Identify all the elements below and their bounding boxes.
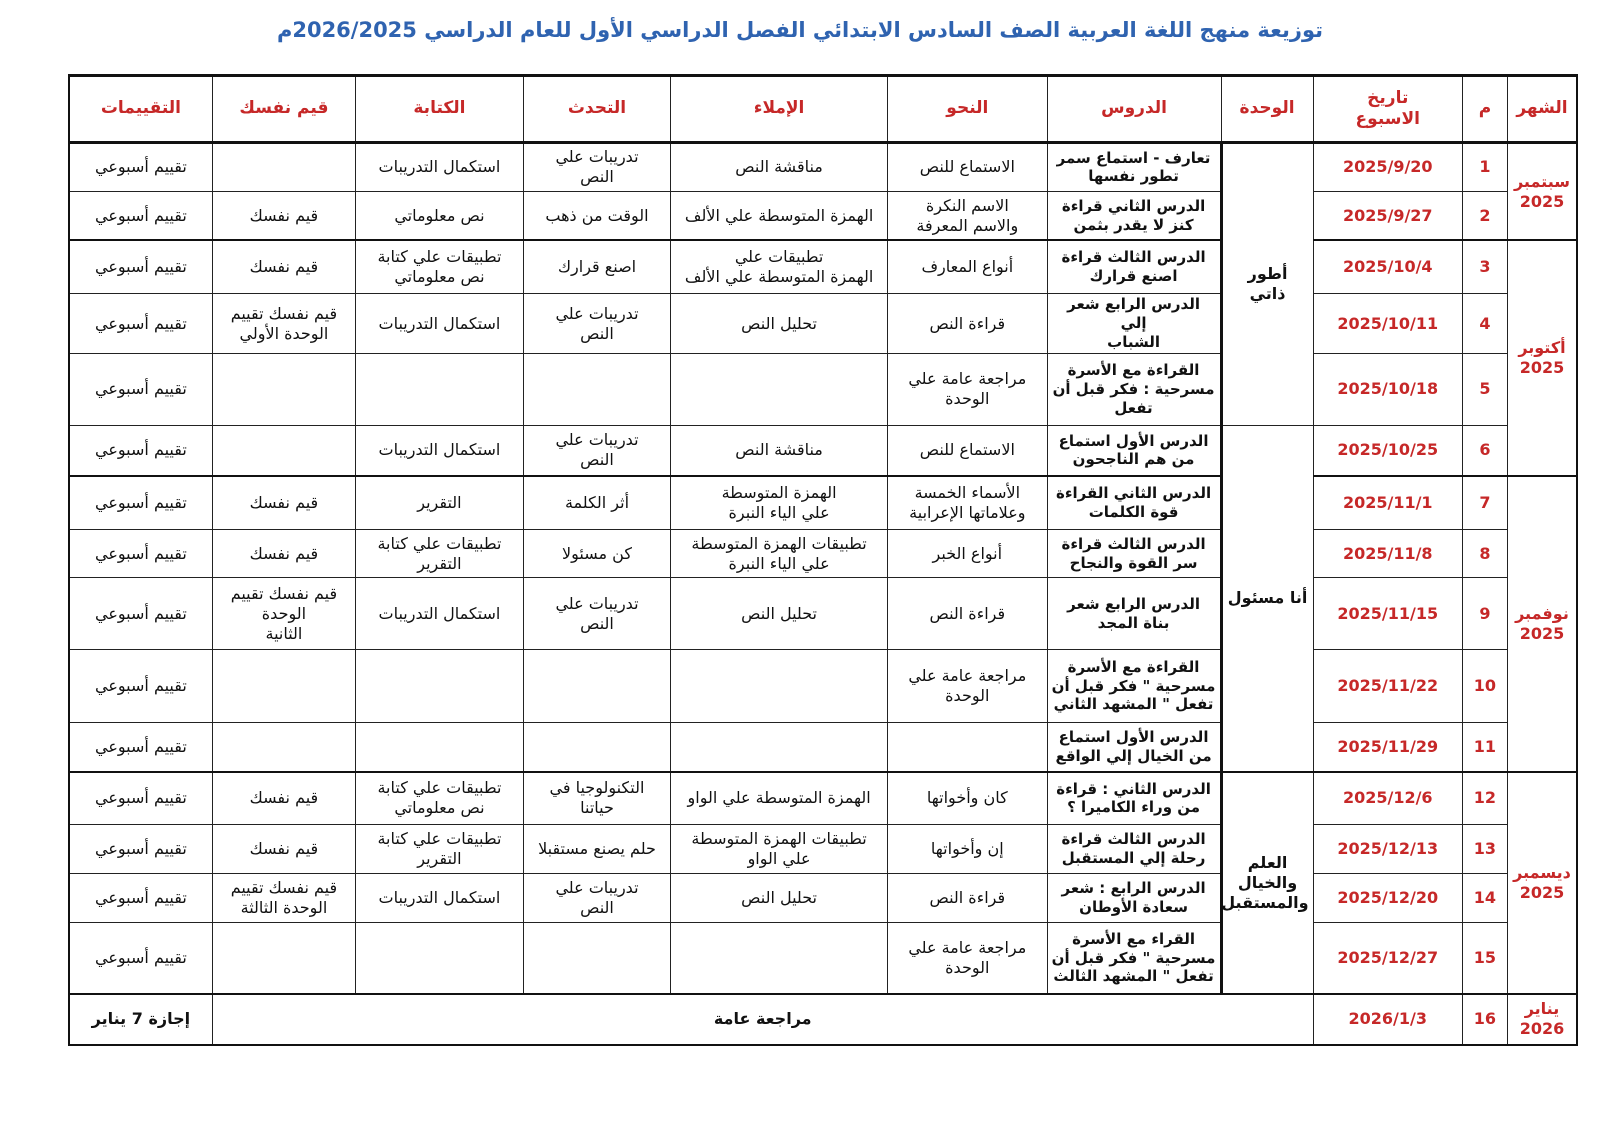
grammar-cell — [888, 723, 1048, 772]
table-row — [69, 825, 1577, 874]
table-row — [69, 425, 1577, 476]
lesson-cell: الدرس الثاني القراءة قوة الكلمات — [1047, 476, 1221, 529]
lesson-cell: القراءة مع الأسرة مسرحية " فكر قبل أن تفعل " المشهد الثاني — [1047, 649, 1221, 722]
writing-cell — [356, 723, 524, 772]
week-date: 2025/10/11 — [1313, 293, 1462, 353]
header-assessments: التقييمات — [69, 76, 212, 143]
grammar-cell: قراءة النص — [888, 578, 1048, 649]
dictation-cell — [671, 723, 888, 772]
assessment-cell: تقييم أسبوعي — [69, 191, 212, 240]
row-number: 1 — [1462, 143, 1507, 192]
writing-cell: تطبيقات علي كتابة نص معلوماتي — [356, 772, 524, 825]
grammar-cell: قراءة النص — [888, 874, 1048, 923]
speaking-cell: تدريبات علي النص — [523, 874, 670, 923]
row-number: 12 — [1462, 772, 1507, 825]
lesson-cell: الدرس الرابع : شعر سعادة الأوطان — [1047, 874, 1221, 923]
values-cell: قيم نفسك تقييم الوحدة الثانية — [212, 578, 355, 649]
dictation-cell: مناقشة النص — [671, 425, 888, 476]
writing-cell: التقرير — [356, 476, 524, 529]
unit-cell: أنا مسئول — [1221, 425, 1313, 772]
lesson-cell: الدرس الرابع شعر بناة المجد — [1047, 578, 1221, 649]
speaking-cell — [523, 354, 670, 425]
assessment-cell: تقييم أسبوعي — [69, 293, 212, 353]
week-date: 2025/10/4 — [1313, 240, 1462, 293]
lesson-cell: تعارف - استماع سمر تطور نفسها — [1047, 143, 1221, 192]
values-cell: قيم نفسك — [212, 240, 355, 293]
dictation-cell — [671, 649, 888, 722]
curriculum-table — [68, 74, 1578, 1046]
values-cell: قيم نفسك — [212, 529, 355, 578]
assessment-cell: تقييم أسبوعي — [69, 354, 212, 425]
header-unit: الوحدة — [1221, 76, 1313, 143]
speaking-cell — [523, 649, 670, 722]
week-date: 2025/12/6 — [1313, 772, 1462, 825]
table-row — [69, 529, 1577, 578]
row-number: 2 — [1462, 191, 1507, 240]
grammar-cell: قراءة النص — [888, 293, 1048, 353]
writing-cell: استكمال التدريبات — [356, 293, 524, 353]
row-number: 13 — [1462, 825, 1507, 874]
header-grammar: النحو — [888, 76, 1048, 143]
speaking-cell: اصنع قرارك — [523, 240, 670, 293]
lesson-cell: الدرس الثاني قراءة كنز لا يقدر بثمن — [1047, 191, 1221, 240]
header-lessons: الدروس — [1047, 76, 1221, 143]
values-cell: قيم نفسك تقييم الوحدة الأولي — [212, 293, 355, 353]
row-number: 9 — [1462, 578, 1507, 649]
dictation-cell: تحليل النص — [671, 874, 888, 923]
assessment-cell: تقييم أسبوعي — [69, 578, 212, 649]
table-row — [69, 191, 1577, 240]
writing-cell: تطبيقات علي كتابة التقرير — [356, 529, 524, 578]
month-cell: أكتوبر 2025 — [1507, 240, 1577, 476]
assessment-cell: تقييم أسبوعي — [69, 649, 212, 722]
header-writing: الكتابة — [356, 76, 524, 143]
month-cell: نوفمبر 2025 — [1507, 476, 1577, 772]
writing-cell — [356, 923, 524, 994]
header-week-date: تاريخ الاسبوع — [1313, 76, 1462, 143]
table-row — [69, 923, 1577, 994]
header-speaking: التحدث — [523, 76, 670, 143]
unit-cell: العلم والخيال والمستقبل — [1221, 772, 1313, 994]
header-row — [69, 76, 1577, 143]
row-number: 4 — [1462, 293, 1507, 353]
week-date: 2025/9/20 — [1313, 143, 1462, 192]
unit-cell: أطور ذاتي — [1221, 143, 1313, 426]
row-number: 3 — [1462, 240, 1507, 293]
week-date: 2025/11/8 — [1313, 529, 1462, 578]
assessment-cell: تقييم أسبوعي — [69, 476, 212, 529]
dictation-cell — [671, 354, 888, 425]
writing-cell: استكمال التدريبات — [356, 425, 524, 476]
grammar-cell: مراجعة عامة علي الوحدة — [888, 649, 1048, 722]
assessment-cell: تقييم أسبوعي — [69, 723, 212, 772]
week-date: 2025/11/15 — [1313, 578, 1462, 649]
week-date: 2025/10/18 — [1313, 354, 1462, 425]
table-row — [69, 723, 1577, 772]
header-values: قيم نفسك — [212, 76, 355, 143]
values-cell — [212, 649, 355, 722]
lesson-cell: الدرس الثالث قراءة رحلة إلي المستقبل — [1047, 825, 1221, 874]
assessment-cell: تقييم أسبوعي — [69, 143, 212, 192]
values-cell: قيم نفسك — [212, 191, 355, 240]
assessment-cell: تقييم أسبوعي — [69, 923, 212, 994]
lesson-cell: القراءة مع الأسرة مسرحية : فكر قبل أن تفعل — [1047, 354, 1221, 425]
table-row — [69, 874, 1577, 923]
speaking-cell: تدريبات علي النص — [523, 143, 670, 192]
row-number: 10 — [1462, 649, 1507, 722]
lesson-cell: الدرس الثالث قراءة سر القوة والنجاح — [1047, 529, 1221, 578]
speaking-cell: حلم يصنع مستقبلا — [523, 825, 670, 874]
general-review-cell: مراجعة عامة — [212, 994, 1313, 1045]
month-cell: ديسمبر 2025 — [1507, 772, 1577, 994]
lesson-cell: الدرس الثالث قراءة اصنع قرارك — [1047, 240, 1221, 293]
week-date: 2025/10/25 — [1313, 425, 1462, 476]
values-cell: قيم نفسك — [212, 825, 355, 874]
grammar-cell: الاستماع للنص — [888, 425, 1048, 476]
header-num: م — [1462, 76, 1507, 143]
writing-cell: استكمال التدريبات — [356, 578, 524, 649]
values-cell — [212, 723, 355, 772]
dictation-cell: تطبيقات الهمزة المتوسطة علي الواو — [671, 825, 888, 874]
values-cell: قيم نفسك — [212, 772, 355, 825]
values-cell: قيم نفسك — [212, 476, 355, 529]
speaking-cell: الوقت من ذهب — [523, 191, 670, 240]
dictation-cell: الهمزة المتوسطة علي الألف — [671, 191, 888, 240]
dictation-cell: تحليل النص — [671, 293, 888, 353]
assessment-cell: تقييم أسبوعي — [69, 240, 212, 293]
table-row — [69, 578, 1577, 649]
lesson-cell: الدرس الأول استماع من هم الناجحون — [1047, 425, 1221, 476]
dictation-cell: تطبيقات الهمزة المتوسطة علي الياء النبرة — [671, 529, 888, 578]
week-date: 2025/11/1 — [1313, 476, 1462, 529]
grammar-cell: الاسم النكرة والاسم المعرفة — [888, 191, 1048, 240]
values-cell — [212, 143, 355, 192]
assessment-cell: تقييم أسبوعي — [69, 874, 212, 923]
month-cell: سبتمبر 2025 — [1507, 143, 1577, 241]
row-number: 16 — [1462, 994, 1507, 1045]
week-date: 2025/11/22 — [1313, 649, 1462, 722]
speaking-cell: التكنولوجيا في حياتنا — [523, 772, 670, 825]
dictation-cell: الهمزة المتوسطة علي الياء النبرة — [671, 476, 888, 529]
header-dictation: الإملاء — [671, 76, 888, 143]
dictation-cell — [671, 923, 888, 994]
row-number: 11 — [1462, 723, 1507, 772]
values-cell — [212, 425, 355, 476]
grammar-cell: الأسماء الخمسة وعلاماتها الإعرابية — [888, 476, 1048, 529]
week-date: 2026/1/3 — [1313, 994, 1462, 1045]
values-cell — [212, 354, 355, 425]
speaking-cell — [523, 923, 670, 994]
writing-cell: استكمال التدريبات — [356, 874, 524, 923]
week-date: 2025/9/27 — [1313, 191, 1462, 240]
week-date: 2025/12/27 — [1313, 923, 1462, 994]
row-number: 15 — [1462, 923, 1507, 994]
week-date: 2025/11/29 — [1313, 723, 1462, 772]
grammar-cell: مراجعة عامة علي الوحدة — [888, 923, 1048, 994]
table-row — [69, 772, 1577, 825]
dictation-cell: تطبيقات علي الهمزة المتوسطة علي الألف — [671, 240, 888, 293]
page-title: توزيعة منهج اللغة العربية الصف السادس الابتدائي الفصل الدراسي الأول للعام الدراسي 2026/2025م — [276, 18, 1324, 42]
speaking-cell: كن مسئولا — [523, 529, 670, 578]
grammar-cell: مراجعة عامة علي الوحدة — [888, 354, 1048, 425]
month-cell: يناير 2026 — [1507, 994, 1577, 1045]
grammar-cell: أنواع الخبر — [888, 529, 1048, 578]
table-row — [69, 240, 1577, 293]
writing-cell — [356, 354, 524, 425]
table-row — [69, 649, 1577, 722]
writing-cell: استكمال التدريبات — [356, 143, 524, 192]
grammar-cell: الاستماع للنص — [888, 143, 1048, 192]
lesson-cell: الدرس الرابع شعر إلي الشباب — [1047, 293, 1221, 353]
writing-cell: تطبيقات علي كتابة التقرير — [356, 825, 524, 874]
speaking-cell: أثر الكلمة — [523, 476, 670, 529]
lesson-cell: الدرس الأول استماع من الخيال إلي الواقع — [1047, 723, 1221, 772]
speaking-cell: تدريبات علي النص — [523, 578, 670, 649]
table-row — [69, 354, 1577, 425]
writing-cell — [356, 649, 524, 722]
week-date: 2025/12/13 — [1313, 825, 1462, 874]
table-row — [69, 143, 1577, 192]
grammar-cell: كان وأخواتها — [888, 772, 1048, 825]
table-row — [69, 476, 1577, 529]
dictation-cell: الهمزة المتوسطة علي الواو — [671, 772, 888, 825]
assessment-cell: تقييم أسبوعي — [69, 425, 212, 476]
row-number: 5 — [1462, 354, 1507, 425]
week-date: 2025/12/20 — [1313, 874, 1462, 923]
assessment-cell: تقييم أسبوعي — [69, 825, 212, 874]
dictation-cell: تحليل النص — [671, 578, 888, 649]
row-number: 6 — [1462, 425, 1507, 476]
row-number: 14 — [1462, 874, 1507, 923]
row-number: 7 — [1462, 476, 1507, 529]
speaking-cell: تدريبات علي النص — [523, 293, 670, 353]
assessment-cell: تقييم أسبوعي — [69, 529, 212, 578]
assessment-cell: تقييم أسبوعي — [69, 772, 212, 825]
table-row-final — [69, 994, 1577, 1045]
values-cell — [212, 923, 355, 994]
header-month: الشهر — [1507, 76, 1577, 143]
dictation-cell: مناقشة النص — [671, 143, 888, 192]
speaking-cell — [523, 723, 670, 772]
grammar-cell: أنواع المعارف — [888, 240, 1048, 293]
holiday-cell: إجازة 7 يناير — [69, 994, 212, 1045]
writing-cell: نص معلوماتي — [356, 191, 524, 240]
table-row — [69, 293, 1577, 353]
speaking-cell: تدريبات علي النص — [523, 425, 670, 476]
row-number: 8 — [1462, 529, 1507, 578]
writing-cell: تطبيقات علي كتابة نص معلوماتي — [356, 240, 524, 293]
values-cell: قيم نفسك تقييم الوحدة الثالثة — [212, 874, 355, 923]
grammar-cell: إن وأخواتها — [888, 825, 1048, 874]
lesson-cell: الدرس الثاني : قراءة من وراء الكاميرا ؟ — [1047, 772, 1221, 825]
lesson-cell: القراء مع الأسرة مسرحية " فكر قبل أن تفعل " المشهد الثالث — [1047, 923, 1221, 994]
